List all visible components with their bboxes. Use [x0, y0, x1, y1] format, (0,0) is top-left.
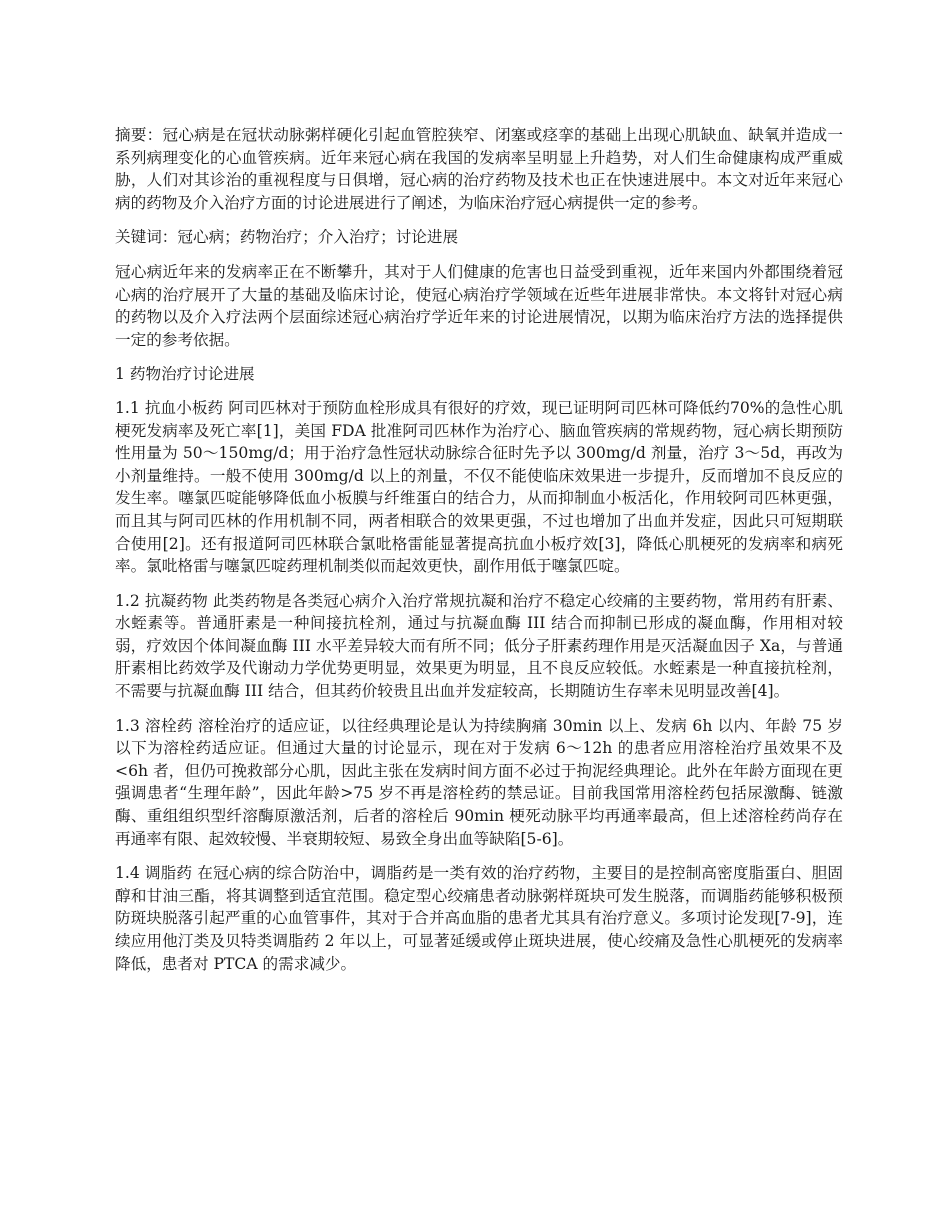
intro-paragraph: 冠心病近年来的发病率正在不断攀升，其对于人们健康的危害也日益受到重视，近年来国内外都围绕着冠心病的治疗展开了大量的基础及临床讨论，使冠心病治疗学领域在近些年进展非常快。本文将针对冠心病的药物以及介入疗法两个层面综述冠心病治疗学近年来的讨论进展情况，以期为临床治疗方法的选择提供一定的参考依据。 — [115, 262, 843, 349]
abstract-paragraph: 摘要：冠心病是在冠状动脉粥样硬化引起血管腔狭窄、闭塞或痉挛的基础上出现心肌缺血、缺氧并造成一系列病理变化的心血管疾病。近年来冠心病在我国的发病率呈明显上升趋势，对人们生命健康构成严重威胁，人们对其诊治的重视程度与日俱增，冠心病的治疗药物及技术也正在快速进展中。本文对近年来冠心病的药物及介入治疗方面的讨论进展进行了阐述，为临床治疗冠心病提供一定的参考。 — [115, 126, 843, 212]
keywords-paragraph: 关键词：冠心病；药物治疗；介入治疗；讨论进展 — [115, 228, 459, 247]
section-1-4-lipid-regulating: 1.4 调脂药 在冠心病的综合防治中，调脂药是一类有效的治疗药物，主要目的是控制高密度脂蛋白、胆固醇和甘油三酯，将其调整到适宜范围。稳定型心绞痛患者动脉粥样斑块可发生脱落，而调脂药能够积极预防斑块脱落引起严重的心血管事件，其对于合并高血脂的患者尤其具有治疗意义。多项讨论发现[7-9]，连续应用他汀类及贝特类调脂药 2 年以上，可显著延缓或停止斑块进展，使心绞痛及急性心肌梗死的发病率降低，患者对 PTCA 的需求减少。 — [115, 864, 843, 973]
section-1-heading: 1 药物治疗讨论进展 — [115, 365, 255, 384]
section-1-2-anticoagulant: 1.2 抗凝药物 此类药物是各类冠心病介入治疗常规抗凝和治疗不稳定心绞痛的主要药物，常用药有肝素、水蛭素等。普通肝素是一种间接抗栓剂，通过与抗凝血酶 III 结合而抑制已形成的凝血酶，作用相对较弱，疗效因个体间凝血酶 III 水平差异较大而有所不同；低分子肝素药理作用是灭活凝血因子 Xa，与普通肝素相比药效学及代谢动力学优势更明显，效果更为明显，且不良反应较低。水蛭素是一种直接抗栓剂，不需要与抗凝血酶 III 结合，但其药价较贵且出血并发症较高，长期随访生存率未见明显改善[4]。 — [115, 591, 843, 701]
document-page — [115, 124, 843, 987]
section-1-3-thrombolytic: 1.3 溶栓药 溶栓治疗的适应证，以往经典理论是认为持续胸痛 30min 以上、发病 6h 以内、年龄 75 岁以下为溶栓药适应证。但通过大量的讨论显示，现在对于发病 6～12h 的患者应用溶栓治疗虽效果不及<6h 者，但仍可挽救部分心肌，因此主张在发病时间方面不必过于拘泥经典理论。此外在年龄方面现在更强调患者“生理年龄”，因此年龄>75 岁不再是溶栓药的禁忌证。目前我国常用溶栓药包括尿激酶、链激酶、重组组织型纤溶酶原激活剂，后者的溶栓后 90min 梗死动脉平均再通率最高，但上述溶栓药尚存在再通率有限、起效较慢、半衰期较短、易致全身出血等缺陷[5-6]。 — [115, 716, 843, 848]
section-1-1-antiplatelet: 1.1 抗血小板药 阿司匹林对于预防血栓形成具有很好的疗效，现已证明阿司匹林可降低约70%的急性心肌梗死发病率及死亡率[1]，美国 FDA 批准阿司匹林作为治疗心、脑血管疾病的常规药物，冠心病长期预防性用量为 50～150mg/d；用于治疗急性冠状动脉综合征时先予以 300mg/d 剂量，治疗 3～5d，再改为小剂量维持。一般不使用 300mg/d 以上的剂量，不仅不能使临床效果进一步提升，反而增加不良反应的发生率。噻氯匹啶能够降低血小板膜与纤维蛋白的结合力，从而抑制血小板活化，作用较阿司匹林更强，而且其与阿司匹林的作用机制不同，两者相联合的效果更强，不过也增加了出血并发症，因此只可短期联合使用[2]。还有报道阿司匹林联合氯吡格雷能显著提高抗血小板疗效[3]，降低心肌梗死的发病率和病死率。氯吡格雷与噻氯匹啶药理机制类似而起效更快，副作用低于噻氯匹啶。 — [115, 398, 843, 576]
